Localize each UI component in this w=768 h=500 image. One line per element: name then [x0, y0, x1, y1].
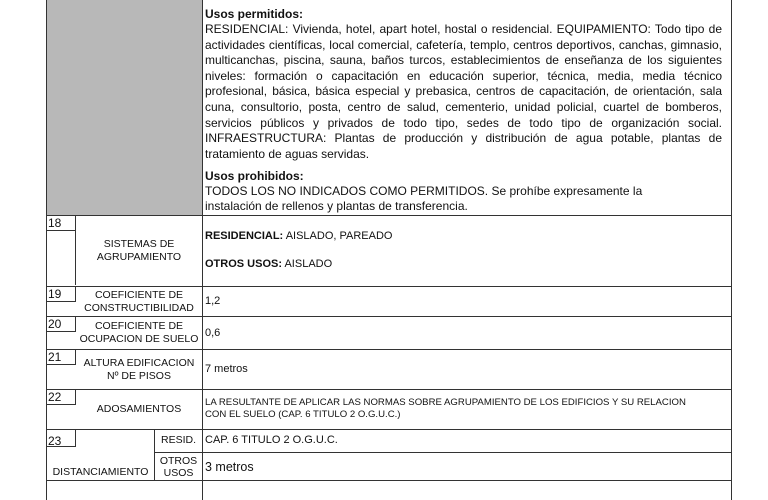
table-border-right	[731, 0, 732, 500]
num-box-22	[46, 404, 76, 405]
row-22-label: ADOSAMIENTOS	[96, 403, 182, 415]
row-18-label-line2: AGRUPAMIENTO	[96, 251, 182, 263]
row-number-19: 19	[48, 287, 62, 301]
usos-permitidos-title: Usos permitidos:	[205, 7, 304, 21]
row-number-18: 18	[48, 216, 62, 230]
row-line-23-mid	[154, 452, 732, 453]
usos-permitidos-text: RESIDENCIAL: Vivienda, hotel, apart hotel, hostal o residencial. EQUIPAMIENTO: Todo tipo de actividades científicas, local comercial, cafetería, templo, centros deportivos, canchas, gimnasio, multicanchas, piscina, sauna, baños turcos, establecimientos de enseñanza de los siguientes niveles: formación o capacitación en educación superior, técnica, media, media técnico profesional, básica, básica especial y prebasica, centros de capacitación, de orientación, sala cuna, consultorio, posta, centro de salud, cementerio, unidad policial, cuartel de bomberos, servicios públicos y privados de todo tipo, sedes de todo tipo de organización social. INFRAESTRUCTURA: Plantas de producción y distribución de agua potable, plantas de tratamiento de aguas servidas.	[205, 22, 722, 161]
row-22-value-line1: LA RESULTANTE DE APLICAR LAS NORMAS SOBRE AGRUPAMIENTO DE LOS EDIFICIOS Y SU RELACION	[205, 397, 686, 408]
row-20-label-line1: COEFICIENTE DE	[94, 320, 184, 332]
residencial-value: AISLADO, PAREADO	[285, 230, 393, 242]
row-line-23-top	[46, 429, 732, 430]
row-number-23: 23	[48, 434, 62, 448]
number-column-divider-22	[75, 390, 76, 404]
shaded-cell	[47, 0, 202, 215]
row-20-value: 0,6	[205, 327, 221, 339]
num-box-20	[46, 331, 76, 332]
row-line-19-top	[46, 286, 732, 287]
row-21-value: 7 metros	[205, 363, 248, 375]
row-18-residencial	[205, 230, 392, 243]
row-23-label: DISTANCIAMIENTO	[52, 466, 149, 478]
row-21-label-line1: ALTURA EDIFICACION	[83, 357, 195, 369]
row-23-otros-label-line1: OTROS	[159, 455, 198, 467]
row-23-resid-value: CAP. 6 TITULO 2 O.G.U.C.	[205, 434, 338, 446]
otros-usos-label: OTROS USOS:	[205, 258, 283, 270]
row-number-21: 21	[48, 350, 62, 364]
row-line-18-top	[46, 215, 732, 216]
row-number-22: 22	[48, 390, 62, 404]
num-box-19	[46, 301, 76, 302]
row-18-label-line1: SISTEMAS DE	[103, 238, 175, 250]
value-column-divider	[202, 0, 203, 500]
row-line-20-top	[46, 316, 732, 317]
row-18-otros-usos	[205, 258, 332, 271]
number-column-divider-23	[75, 430, 76, 446]
num-box-18	[46, 230, 76, 231]
row-19-value: 1,2	[205, 295, 221, 307]
row-line-21-top	[46, 349, 732, 350]
row-19-label-line1: COEFICIENTE DE	[94, 289, 184, 301]
row-22-value-line2: CON EL SUELO (CAP. 6 TITULO 2 O.G.U.C.)	[205, 409, 401, 420]
row-line-22-top	[46, 389, 732, 390]
table-border-left	[46, 0, 47, 500]
row-number-20: 20	[48, 317, 62, 331]
row-23-otros-value: 3 metros	[205, 460, 254, 474]
row-21-label-line2: Nº DE PISOS	[107, 370, 171, 382]
usos-prohibidos-line2: instalación de rellenos y plantas de transferencia.	[205, 199, 468, 213]
residencial-label: RESIDENCIAL:	[205, 230, 284, 242]
row-20-label-line2: OCUPACION DE SUELO	[79, 333, 199, 345]
usos-prohibidos-line1: TODOS LOS NO INDICADOS COMO PERMITIDOS. Se prohíbe expresamente la	[205, 184, 643, 198]
row-19-label-line2: CONSTRUCTIBILIDAD	[84, 302, 194, 314]
row-23-otros-label-line2: USOS	[163, 467, 194, 479]
row-line-bottom	[46, 480, 732, 481]
otros-usos-value: AISLADO	[284, 258, 333, 270]
num-box-21	[46, 364, 76, 365]
row-23-resid-label: RESID.	[160, 434, 196, 446]
usos-prohibidos-title: Usos prohibidos:	[205, 169, 304, 183]
